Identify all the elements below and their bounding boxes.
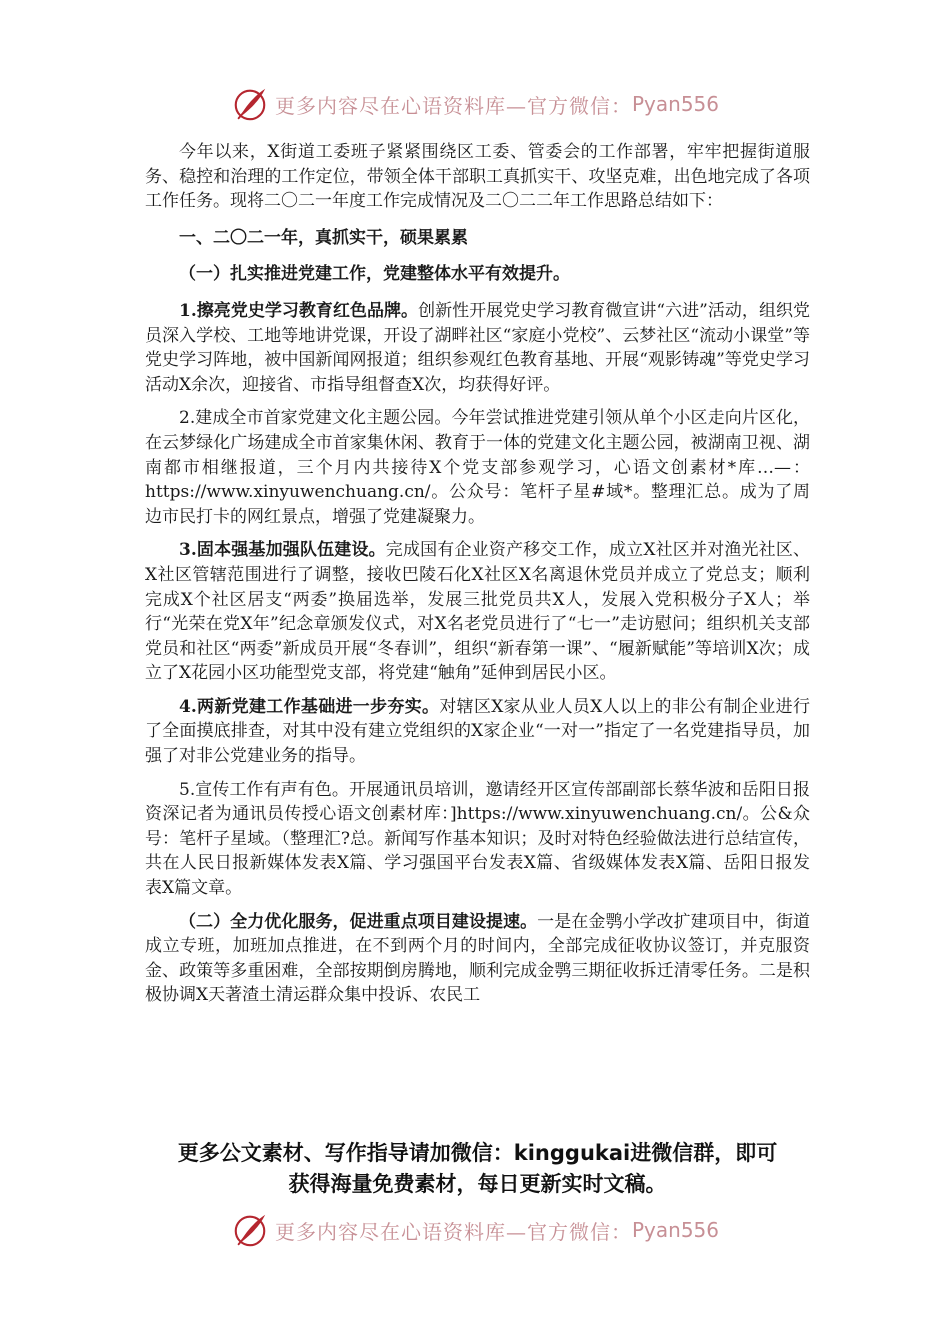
subsection-heading-1-2: （二）全力优化服务，促进重点项目建设提速。 [179, 911, 538, 932]
paragraph-item-5: 5.宣传工作有声有色。开展通讯员培训，邀请经开区宣传部副部长蔡华波和岳阳日报资深记者为通讯员传授心语文创素材库：]https://www.xinyuwenchuang.cn/。公&众号：笔杆子星域。（整理汇?总。新闻写作基本知识；及时对特色经验做法进行总结宣传，共在人民日报新媒体发表X篇、学习强国平台发表X篇、省级媒体发表X篇、岳阳日报发表X篇文章。 [145, 779, 810, 899]
section-heading-1: 一、二〇二一年，真抓实干，硕果累累 [179, 227, 468, 248]
header-watermark-banner [0, 84, 950, 124]
item-3-text: 完成国有企业资产移交工作，成立X社区并对渔光社区、X社区管辖范围进行了调整，接收巴陵石化X社区X名离退休党员并成立了党总支；顺利完成X个社区居支“两委”换届选举，发展三批党员共X人，发展入党积极分子X人；举行“光荣在党X年”纪念章颁发仪式，对X名老党员进行了“七一”走访慰问；组织机关支部党员和社区“两委”新成员开展“冬春训”，组织“新春第一课”、“履新赋能”等培训X次；成立了X花园小区功能型党支部，将党建“触角”延伸到居民小区。 [145, 540, 810, 684]
item-4-text: 对辖区X家从业人员X人以上的非公有制企业进行了全面摸底排查，对其中没有建立党组织的X家企业“一对一”指定了一名党建指导员，加强了对非公党建业务的指导。 [145, 696, 810, 767]
quill-logo-icon [231, 85, 269, 123]
banner-wechat-id: Pyan556 [631, 92, 719, 116]
promo-line-1: 更多公文素材、写作指导请加微信：kinggukai进微信群，即可 [177, 1141, 778, 1165]
item-3-title: 3.固本强基加强队伍建设。 [179, 540, 386, 561]
banner-text: 更多内容尽在心语资料库—官方微信： [274, 93, 632, 118]
item-1-text: 创新性开展党史学习教育微宣讲“六进”活动，组织党员深入学校、工地等地讲党课，开设了湖畔社区“家庭小党校”、云梦社区“流动小课堂”等党史学习阵地，被中国新闻网报道；组织参观红色教育基地、开展“观影铸魂”等党史学习活动X余次，迎接省、市指导组督查X次，均获得好评。 [145, 300, 810, 395]
subsection-heading-1-1: （一）扎实推进党建工作，党建整体水平有效提升。 [179, 264, 570, 285]
subsection-1-2-text: 一是在金鹗小学改扩建项目中，街道成立专班，加班加点推进，在不到两个月的时间内，全部完成征收协议签订，并克服资金、政策等多重困难，全部按期倒房腾地，顺利完成金鹗三期征收拆迁清零任务。二是积极协调X天著渣土清运群众集中投诉、农民工 [145, 911, 811, 1006]
paragraph-subsection-1-2 [145, 910, 810, 1008]
quill-logo-icon [231, 1211, 269, 1249]
paragraph-item-1 [145, 299, 810, 397]
banner-text: 更多内容尽在心语资料库—官方微信： [274, 1219, 632, 1244]
paragraph-item-3 [145, 538, 810, 686]
footer-watermark-banner [0, 1210, 950, 1250]
item-1-title: 1.擦亮党史学习教育红色品牌。 [179, 300, 419, 321]
document-body [145, 140, 810, 1008]
intro-paragraph: 今年以来，X街道工委班子紧紧围绕区工委、管委会的工作部署，牢牢把握街道服务、稳控和治理的工作定位，带领全体干部职工真抓实干、攻坚克难，出色地完成了各项工作任务。现将二〇二一年度工作完成情况及二〇二二年工作思路总结如下： [145, 142, 810, 212]
promo-notice [145, 1138, 810, 1200]
item-4-title: 4.两新党建工作基础进一步夯实。 [179, 696, 440, 717]
banner-wechat-id: Pyan556 [631, 1218, 719, 1242]
paragraph-item-4 [145, 695, 810, 769]
paragraph-item-2: 2.建成全市首家党建文化主题公园。今年尝试推进党建引领从单个小区走向片区化，在云梦绿化广场建成全市首家集休闲、教育于一体的党建文化主题公园，被湖南卫视、湖南都市相继报道，三个月内共接待X个党支部参观学习，心语文创素材*库…—：https://www.xinyuwenchuang.cn/。公众号：笔杆子星#域*。整理汇总。成为了周边市民打卡的网红景点，增强了党建凝聚力。 [145, 408, 810, 527]
promo-line-2: 获得海量免费素材，每日更新实时文稿。 [288, 1172, 667, 1196]
